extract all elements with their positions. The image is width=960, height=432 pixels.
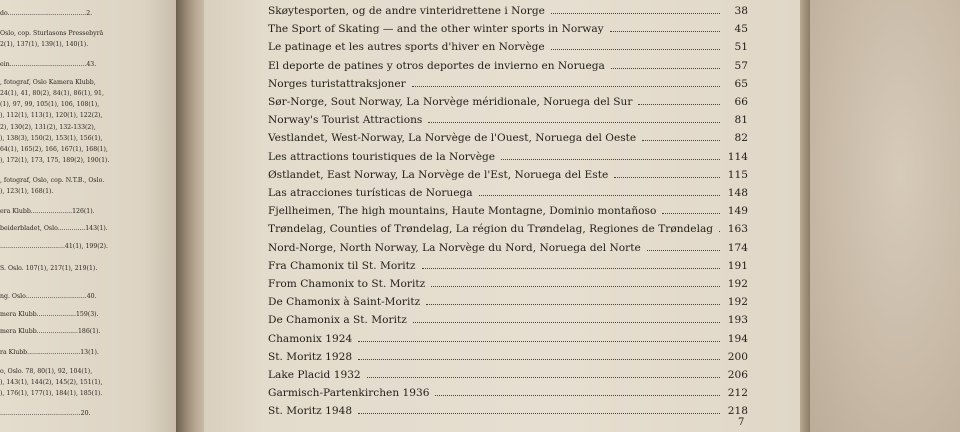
toc-entry-page: 38 bbox=[734, 5, 748, 17]
index-line: ), 176(1), 177(1), 184(1), 185(1). bbox=[0, 390, 103, 397]
toc-entry bbox=[268, 41, 748, 57]
index-line: (1), 97, 99, 105(1), 106, 108(1), bbox=[0, 101, 100, 108]
toc-entry-title: Fra Chamonix til St. Moritz bbox=[268, 259, 416, 272]
dot-leader bbox=[647, 249, 720, 251]
toc-entry bbox=[268, 169, 748, 185]
background-wall bbox=[810, 0, 960, 432]
toc-entry bbox=[268, 223, 748, 239]
toc-entry-page: 114 bbox=[727, 150, 748, 163]
index-line: 2), 130(2), 131(2), 132-133(2), bbox=[0, 124, 96, 131]
index-line: .........................................20. bbox=[0, 410, 91, 417]
toc-entry-page: 65 bbox=[734, 77, 748, 90]
dot-leader bbox=[358, 412, 720, 414]
index-line: ein.......................................43. bbox=[0, 61, 97, 68]
book-gutter bbox=[176, 0, 206, 432]
dot-leader bbox=[367, 376, 720, 378]
toc-entry bbox=[268, 205, 748, 221]
toc-entry-page: 57 bbox=[734, 59, 748, 72]
index-line: ), 138(3), 150(2), 153(1), 156(1), bbox=[0, 135, 103, 142]
toc-entry bbox=[268, 60, 748, 76]
toc-entry-page: 192 bbox=[727, 296, 748, 309]
toc-entry bbox=[268, 351, 748, 367]
toc-entry-title: The Sport of Skating — and the other winter sports in Norway bbox=[268, 23, 604, 36]
dot-leader bbox=[412, 85, 720, 87]
dot-leader bbox=[428, 121, 720, 123]
dot-leader bbox=[610, 30, 720, 32]
toc-entry bbox=[268, 151, 748, 167]
toc-entry-page: 218 bbox=[727, 405, 748, 418]
dot-leader bbox=[662, 212, 720, 214]
index-line: ng. Oslo...............................40. bbox=[0, 293, 97, 300]
toc-entry-page: 194 bbox=[727, 332, 748, 345]
toc-entry bbox=[268, 23, 748, 39]
toc-entry-page: 192 bbox=[727, 278, 748, 290]
dot-leader bbox=[719, 230, 720, 232]
toc-entry bbox=[268, 260, 748, 276]
toc-entry-title: St. Moritz 1928 bbox=[268, 350, 353, 363]
toc-entry-page: 51 bbox=[734, 41, 748, 54]
toc-entry bbox=[268, 314, 748, 330]
page-edge bbox=[800, 0, 810, 432]
toc-entry-page: 206 bbox=[727, 369, 748, 381]
index-line: mera Klubb....................159(3). bbox=[0, 311, 99, 318]
toc-entry bbox=[268, 405, 748, 421]
toc-entry-title: St. Moritz 1948 bbox=[268, 405, 353, 418]
index-line: .................................41(1), 199(2). bbox=[0, 243, 109, 250]
toc-entry-title: De Chamonix a St. Moritz bbox=[268, 314, 407, 327]
dot-leader bbox=[614, 176, 720, 178]
dot-leader bbox=[551, 48, 720, 50]
toc-entry bbox=[268, 114, 748, 130]
dot-leader bbox=[479, 194, 720, 196]
toc-entry-title: Norges turistattraksjoner bbox=[268, 77, 406, 90]
index-line: S. Oslo. 107(1), 217(1), 219(1). bbox=[0, 265, 98, 272]
toc-entry-title: Norway's Tourist Attractions bbox=[268, 114, 423, 127]
toc-entry-page: 163 bbox=[727, 223, 748, 236]
index-line: ra Klubb...........................13(1). bbox=[0, 349, 99, 356]
toc-entry-page: 82 bbox=[734, 132, 748, 145]
toc-entry bbox=[268, 296, 748, 312]
toc-entry-title: Nord-Norge, North Norway, La Norvège du Nord, Noruega del Norte bbox=[268, 241, 641, 254]
toc-entry-page: 193 bbox=[727, 314, 748, 327]
toc-entry-page: 200 bbox=[727, 350, 748, 363]
index-line: o, Oslo. 78, 80(1), 92, 104(1), bbox=[0, 368, 93, 375]
dot-leader bbox=[358, 358, 720, 360]
index-line: do........................................2. bbox=[0, 10, 93, 17]
toc-entry bbox=[268, 96, 748, 112]
toc-entry bbox=[268, 387, 748, 403]
index-line: , fotograf, Oslo, cop. N.T.B., Oslo. bbox=[0, 177, 105, 184]
index-line: , fotograf, Oslo Kamera Klubb, bbox=[0, 79, 96, 86]
toc-entry-title: Fjellheimen, The high mountains, Haute Montagne, Dominio montañoso bbox=[268, 205, 657, 218]
index-line: beiderbladet, Oslo..............143(1). bbox=[0, 225, 108, 232]
dot-leader bbox=[611, 67, 720, 69]
toc-entry-page: 148 bbox=[727, 187, 748, 199]
toc-entry-title: Vestlandet, West-Norway, La Norvège de l'Ouest, Noruega del Oeste bbox=[268, 132, 637, 145]
toc-entry-title: Skøytesporten, og de andre vinteridrettene i Norge bbox=[268, 5, 545, 17]
toc-entry-page: 81 bbox=[734, 114, 748, 127]
toc-entry bbox=[268, 5, 748, 21]
dot-leader bbox=[431, 285, 720, 287]
toc-entry-title: From Chamonix to St. Moritz bbox=[268, 278, 426, 290]
toc-entry-title: Lake Placid 1932 bbox=[268, 369, 361, 381]
toc-entry-page: 66 bbox=[734, 96, 748, 108]
toc-entry-title: Le patinage et les autres sports d'hiver en Norvège bbox=[268, 41, 545, 54]
index-line: 2(1), 137(1), 139(1), 140(1). bbox=[0, 41, 89, 48]
toc-entry-page: 212 bbox=[727, 387, 748, 400]
dot-leader bbox=[551, 12, 720, 14]
toc-entry-title: Las atracciones turísticas de Noruega bbox=[268, 187, 473, 199]
toc-entry-title: Østlandet, East Norway, La Norvège de l'Est, Noruega del Este bbox=[268, 168, 609, 181]
toc-entry-title: Trøndelag, Counties of Trøndelag, La région du Trøndelag, Regiones de Trøndelag bbox=[268, 223, 714, 236]
toc-entry-title: Garmisch-Partenkirchen 1936 bbox=[268, 387, 430, 400]
page-number: 7 bbox=[738, 417, 745, 428]
toc-entry-title: Sør-Norge, Sout Norway, La Norvège méridionale, Noruega del Sur bbox=[268, 96, 633, 108]
toc-entry bbox=[268, 187, 748, 203]
toc-entry-title: Les attractions touristiques de la Norvège bbox=[268, 150, 496, 163]
toc-entry-title: El deporte de patines y otros deportes de invierno en Noruega bbox=[268, 59, 605, 72]
index-line: ), 172(1), 173, 175, 189(2), 190(1). bbox=[0, 157, 110, 164]
toc-entry-title: Chamonix 1924 bbox=[268, 332, 353, 345]
left-page bbox=[0, 0, 178, 432]
toc-entry bbox=[268, 333, 748, 349]
dot-leader bbox=[426, 303, 720, 305]
toc-entry bbox=[268, 369, 748, 385]
dot-leader bbox=[435, 394, 720, 396]
index-line: 24(1), 41, 80(2), 84(1), 86(1), 91, bbox=[0, 90, 104, 97]
toc-entry-page: 191 bbox=[727, 259, 748, 272]
index-line: ), 123(1), 168(1). bbox=[0, 188, 54, 195]
toc-entry bbox=[268, 278, 748, 294]
dot-leader bbox=[642, 139, 720, 141]
dot-leader bbox=[638, 103, 720, 105]
toc-entry bbox=[268, 132, 748, 148]
dot-leader bbox=[501, 158, 720, 160]
toc-entry-title: De Chamonix à Saint-Moritz bbox=[268, 296, 421, 309]
toc-entry bbox=[268, 78, 748, 94]
index-line: Oslo, cop. Sturlasons Pressebyrå bbox=[0, 30, 104, 37]
toc-entry-page: 115 bbox=[727, 168, 748, 181]
index-line: 64(1), 165(2), 166, 167(1), 168(1), bbox=[0, 146, 108, 153]
toc-entry-page: 45 bbox=[734, 23, 748, 36]
index-line: ), 112(1), 113(1), 120(1), 122(2), bbox=[0, 112, 103, 119]
toc-entry-page: 174 bbox=[727, 241, 748, 254]
dot-leader bbox=[422, 267, 721, 269]
index-line: ), 143(1), 144(2), 145(2), 151(1), bbox=[0, 379, 103, 386]
dot-leader bbox=[358, 340, 720, 342]
index-line: mera Klubb.....................186(1). bbox=[0, 328, 101, 335]
index-line: era Klubb.....................126(1). bbox=[0, 208, 95, 215]
toc-entry-page: 149 bbox=[727, 205, 748, 218]
dot-leader bbox=[413, 321, 720, 323]
toc-entry bbox=[268, 242, 748, 258]
